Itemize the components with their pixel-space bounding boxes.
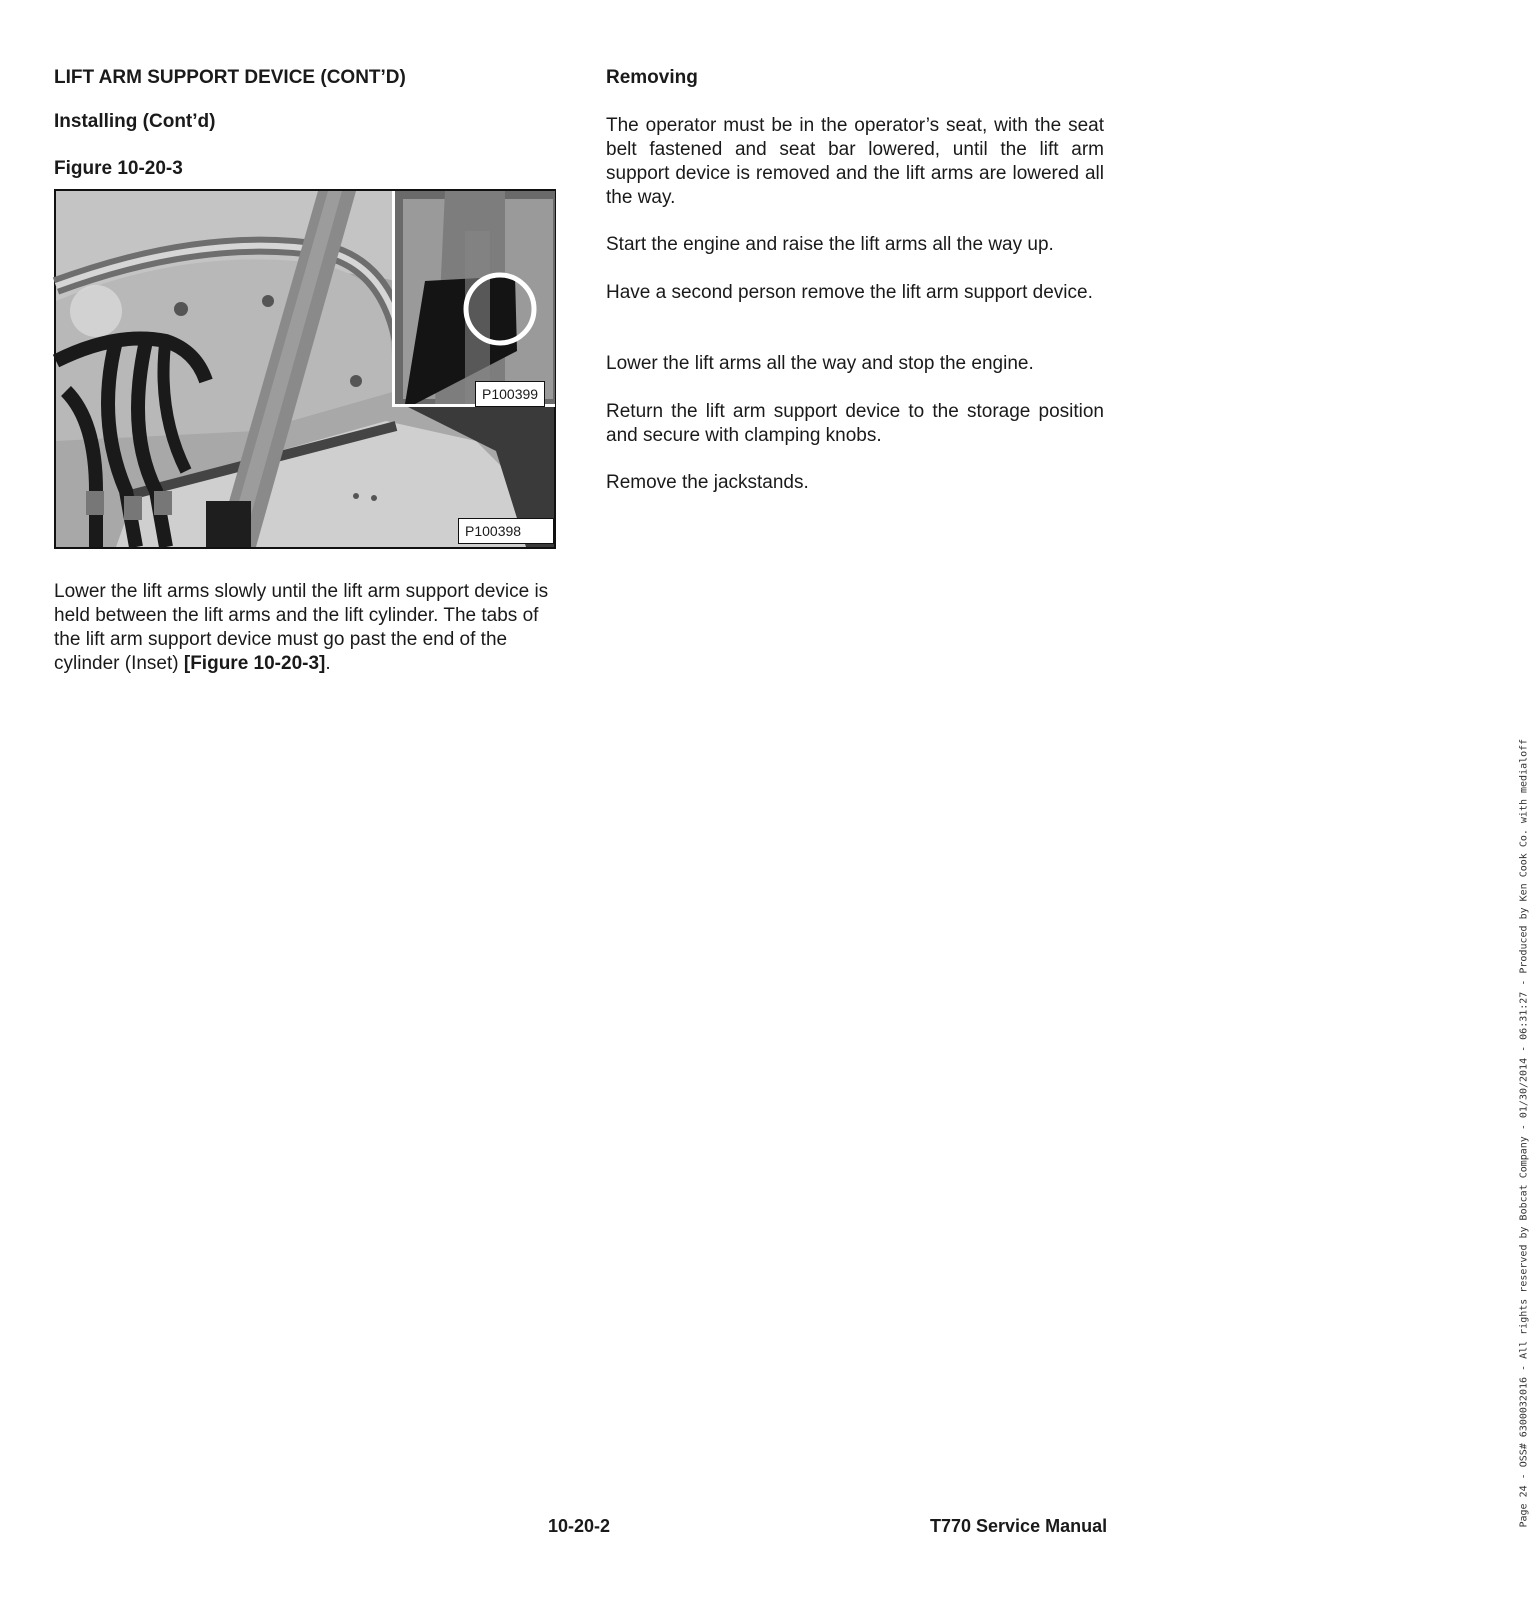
removing-heading: Removing (606, 67, 698, 88)
inset-photo-illustration (395, 191, 555, 404)
removing-paragraph-6: Remove the jackstands. (606, 472, 809, 493)
section-title: LIFT ARM SUPPORT DEVICE (CONT’D) (54, 67, 406, 88)
removing-paragraph-2: Start the engine and raise the lift arms all the way up. (606, 234, 1054, 255)
removing-paragraph-4: Lower the lift arms all the way and stop the engine. (606, 353, 1034, 374)
figure-reference: [Figure 10-20-3] (183, 653, 326, 674)
removing-paragraph-1: The operator must be in the operator’s seat, with the seat belt fastened and seat bar lowered, until the lift arm support device is removed and the lift arms are lowered all the way. (606, 115, 1104, 208)
removing-paragraph-3: Have a second person remove the lift arm support device. (606, 282, 1093, 303)
paragraph-text: Lower the lift arms slowly until the lift arm support device is held between the lift arms and the lift cylinder. The tabs of the lift arm support device must go past the end of the cylinder (Inset) (54, 581, 549, 674)
installing-paragraph (54, 580, 552, 676)
figure-label: Figure 10-20-3 (54, 158, 183, 179)
inset-code: P100399 (475, 381, 545, 407)
manual-title: T770 Service Manual (930, 1516, 1108, 1536)
removing-paragraph-5: Return the lift arm support device to the storage position and secure with clamping knobs. (606, 401, 1104, 446)
page-number: 10-20-2 (548, 1516, 611, 1536)
figure-inset (392, 191, 555, 407)
paragraph-end: . (325, 653, 331, 674)
photo-code: P100398 (458, 518, 554, 544)
side-production-note: Page 24 - OSS# 6300032016 - All rights reserved by Bobcat Company - 01/30/2014 - 06:31:27 - Produced by Ken Cook Co. with medialoff (1518, 738, 1530, 1528)
figure-photo (54, 189, 556, 549)
subsection-title: Installing (Cont’d) (54, 111, 216, 132)
